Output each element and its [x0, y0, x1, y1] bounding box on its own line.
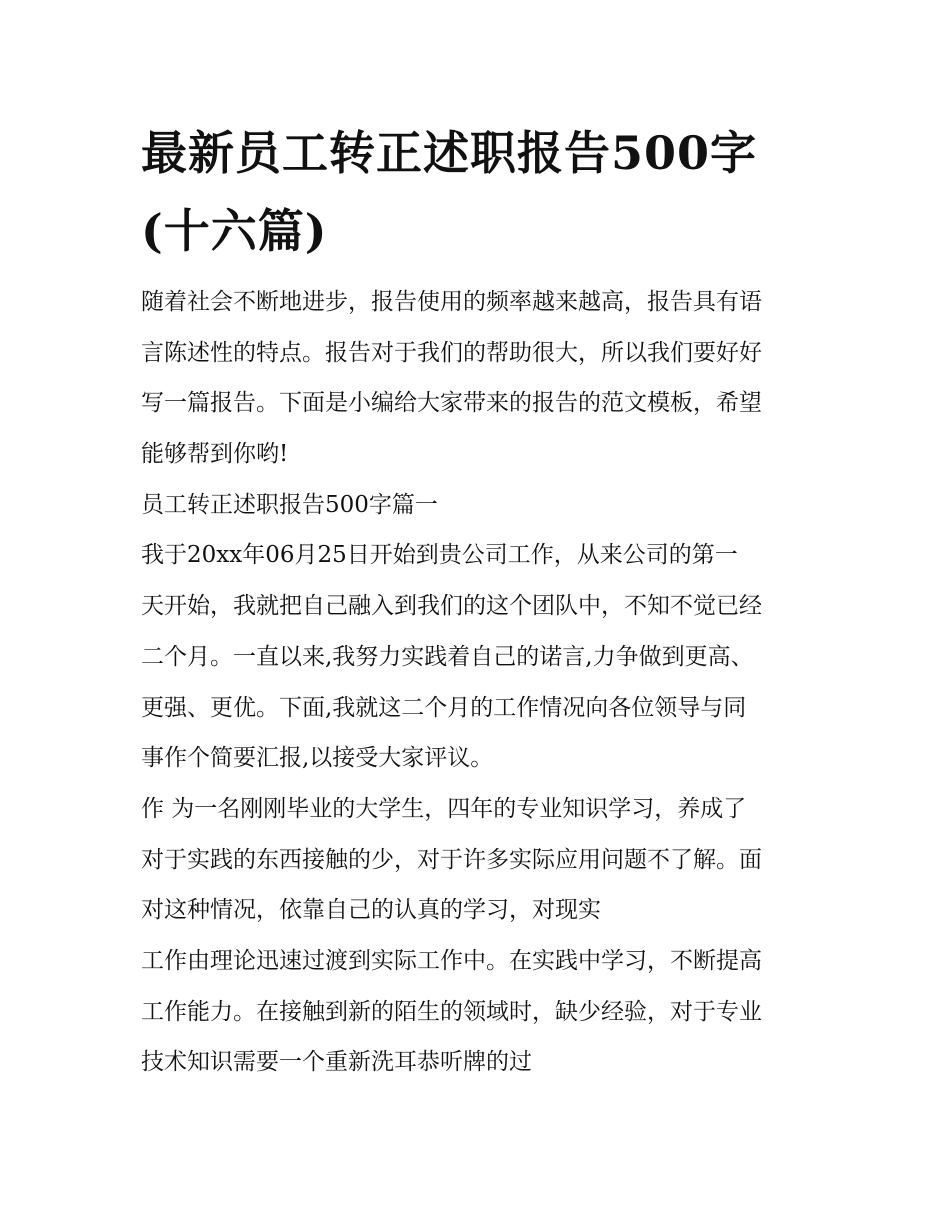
body-line: 我于20xx年06月25日开始到贵公司工作，从来公司的第一 [141, 542, 738, 569]
body-line: 工作能力。在接触到新的陌生的领域时，缺少经验，对于专业 [141, 998, 762, 1025]
document-body [141, 277, 821, 1088]
body-line: 言陈述性的特点。报告对于我们的帮助很大，所以我们要好好 [141, 339, 762, 366]
body-line: 写一篇报告。下面是小编给大家带来的报告的范文模板，希望 [141, 390, 762, 417]
body-line: 对这种情况，依靠自己的认真的学习，对现实 [141, 897, 601, 924]
body-line: 二个月。一直以来,我努力实践着自己的诺言,力争做到更高、 [141, 643, 754, 670]
body-line: 工作由理论迅速过渡到实际工作中。在实践中学习，不断提高 [141, 947, 762, 974]
body-line: 天开始，我就把自己融入到我们的这个团队中，不知不觉已经 [141, 593, 762, 620]
body-line: 随着社会不断地进步，报告使用的频率越来越高，报告具有语 [141, 289, 762, 315]
title-line-1: 最新员工转正述职报告500字 [141, 126, 758, 180]
body-line: 事作个简要汇报,以接受大家评议。 [141, 745, 494, 772]
body-line: 能够帮到你哟! [141, 441, 289, 468]
body-line: 技术知识需要一个重新洗耳恭听牌的过 [141, 1049, 532, 1076]
section-heading: 员工转正述职报告500字篇一 [141, 491, 438, 518]
body-line: 作 为一名刚刚毕业的大学生，四年的专业知识学习，养成了 [141, 795, 747, 822]
document-title [141, 114, 821, 270]
body-line: 对于实践的东西接触的少，对于许多实际应用问题不了解。面 [141, 846, 762, 873]
body-line: 更强、更优。下面,我就这二个月的工作情况向各位领导与同 [141, 694, 747, 721]
title-line-2: (十六篇) [141, 204, 328, 258]
